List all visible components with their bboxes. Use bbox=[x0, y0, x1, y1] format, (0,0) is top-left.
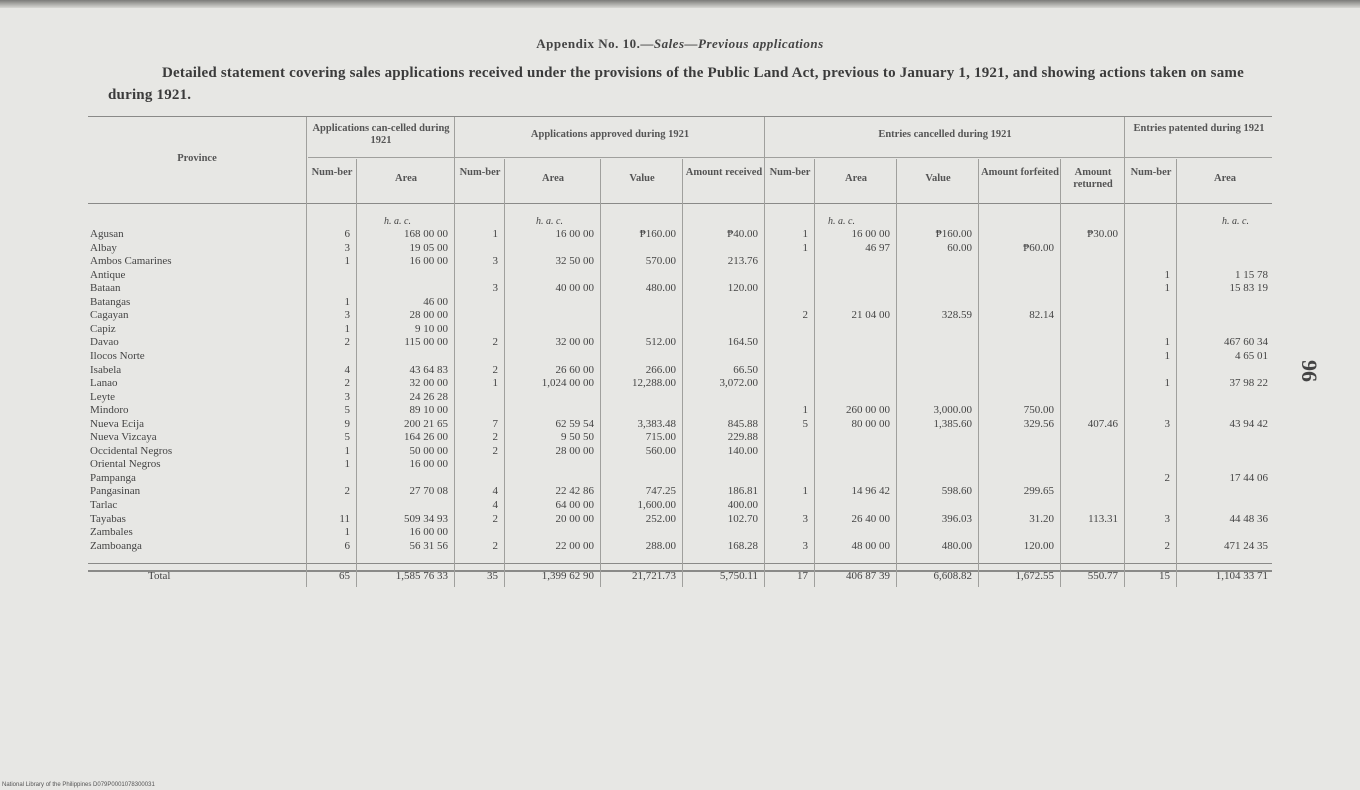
cell-a-recv: 400.00 bbox=[727, 499, 758, 511]
province-name: Isabela bbox=[90, 363, 122, 376]
cell-a-area: 62 59 54 bbox=[555, 417, 594, 430]
cell-c-area: 50 00 00 bbox=[409, 444, 448, 457]
cell-e-num: 3 bbox=[802, 512, 808, 525]
cell-c-num: 9 bbox=[344, 417, 350, 430]
page-number: 96 bbox=[1297, 360, 1322, 382]
table-row bbox=[88, 309, 1272, 322]
table-row bbox=[88, 228, 1272, 241]
header-e-area: Area bbox=[845, 173, 867, 184]
header-group-approved: Applications approved during 1921 bbox=[530, 129, 690, 140]
cell-a-area: 26 60 00 bbox=[555, 363, 594, 376]
cell-c-num: 2 bbox=[344, 377, 350, 390]
table-row bbox=[88, 499, 1272, 512]
cell-e-value: 480.00 bbox=[941, 539, 972, 552]
cell-a-area: 22 00 00 bbox=[555, 539, 594, 552]
province-name: Nueva Ecija bbox=[90, 417, 145, 430]
cell-e-forf: 329.56 bbox=[1023, 417, 1054, 430]
cell-e-num: 1 bbox=[802, 404, 808, 417]
header-c-number: Num-ber bbox=[311, 167, 353, 178]
cell-c-area: 24 26 28 bbox=[409, 390, 448, 403]
cell-e-num: 17 bbox=[797, 570, 808, 582]
province-name: Lanao bbox=[90, 377, 118, 390]
cell-a-recv: 168.28 bbox=[727, 539, 758, 552]
cell-c-area: 16 00 00 bbox=[409, 458, 448, 471]
cell-c-area: 16 00 00 bbox=[409, 526, 448, 539]
cell-c-num: 1 bbox=[344, 526, 350, 539]
province-name: Pangasinan bbox=[90, 485, 141, 498]
cell-a-area: 64 00 00 bbox=[555, 499, 594, 511]
province-name: Occidental Negros bbox=[90, 444, 173, 457]
cell-c-area: 56 31 56 bbox=[409, 539, 448, 552]
col-rule bbox=[764, 117, 765, 587]
table-row bbox=[88, 269, 1272, 282]
cell-p-area: 17 44 06 bbox=[1229, 471, 1268, 484]
header-group-cancelled-applications: Applications can-celled during 1921 bbox=[312, 123, 450, 146]
table-row bbox=[88, 336, 1272, 349]
cell-a-num: 1 bbox=[492, 377, 498, 390]
cell-p-area: 37 98 22 bbox=[1229, 377, 1268, 390]
cell-e-forf: 31.20 bbox=[1029, 512, 1054, 525]
cell-a-num: 3 bbox=[492, 282, 498, 295]
cell-a-area: 20 00 00 bbox=[555, 512, 594, 525]
col-rule bbox=[600, 159, 601, 587]
cell-a-recv: 845.88 bbox=[727, 417, 758, 430]
cell-a-value: 560.00 bbox=[645, 444, 676, 457]
cell-c-area: 168 00 00 bbox=[404, 228, 448, 240]
cell-p-area: 1,104 33 71 bbox=[1215, 570, 1268, 582]
page-title bbox=[0, 36, 1360, 52]
cell-c-num: 1 bbox=[344, 255, 350, 268]
table-body bbox=[88, 204, 1272, 570]
cell-c-area: 43 64 83 bbox=[409, 363, 448, 376]
cell-a-value: ₱160.00 bbox=[639, 228, 676, 240]
cell-a-recv: 140.00 bbox=[727, 444, 758, 457]
cell-e-ret: 113.31 bbox=[1088, 512, 1118, 525]
cell-e-area: 406 87 39 bbox=[846, 570, 890, 582]
cell-e-ret: 407.46 bbox=[1087, 417, 1118, 430]
province-name: Tarlac bbox=[90, 499, 118, 511]
cell-a-recv: 186.81 bbox=[727, 485, 758, 498]
cell-c-num: 5 bbox=[344, 404, 350, 417]
table-row bbox=[88, 255, 1272, 268]
cell-a-recv: 3,072.00 bbox=[719, 377, 758, 390]
cell-a-num: 35 bbox=[487, 570, 498, 582]
cell-e-value: 60.00 bbox=[947, 241, 972, 254]
header-a-number: Num-ber bbox=[459, 167, 501, 178]
cell-c-num: 1 bbox=[344, 322, 350, 335]
cell-e-area: 48 00 00 bbox=[851, 539, 890, 552]
cell-c-num: 4 bbox=[344, 363, 350, 376]
col-rule bbox=[978, 159, 979, 587]
province-name: Agusan bbox=[90, 228, 124, 240]
cell-a-num: 7 bbox=[492, 417, 498, 430]
cell-e-value: 3,000.00 bbox=[933, 404, 972, 417]
cell-a-recv: 66.50 bbox=[733, 363, 758, 376]
cell-a-num: 4 bbox=[492, 485, 498, 498]
cell-a-num: 2 bbox=[492, 336, 498, 349]
cell-a-num: 2 bbox=[492, 539, 498, 552]
scan-footer: National Library of the Philippines D079P0001078300031 bbox=[2, 782, 155, 788]
cell-e-area: 21 04 00 bbox=[851, 309, 890, 322]
cell-e-area: 46 97 bbox=[865, 241, 890, 254]
cell-e-forf: 120.00 bbox=[1023, 539, 1054, 552]
table-row bbox=[88, 404, 1272, 417]
table-row bbox=[88, 282, 1272, 295]
header-p-area: Area bbox=[1214, 173, 1236, 184]
cell-a-recv: 213.76 bbox=[727, 255, 758, 268]
total-row bbox=[88, 563, 1272, 588]
cell-e-forf: ₱60.00 bbox=[1023, 241, 1054, 254]
table-row bbox=[88, 296, 1272, 309]
header-p-number: Num-ber bbox=[1130, 167, 1172, 178]
units-c-area: h. a. c. bbox=[384, 216, 411, 227]
table-row bbox=[88, 526, 1272, 539]
cell-c-area: 164 26 00 bbox=[404, 431, 448, 444]
province-name: Antique bbox=[90, 268, 126, 281]
header-e-returned: Amount returned bbox=[1073, 167, 1113, 190]
province-name: Batangas bbox=[90, 295, 131, 308]
cell-p-num: 15 bbox=[1159, 570, 1170, 582]
cell-p-area: 43 94 42 bbox=[1229, 417, 1268, 430]
header-group-entries-patented: Entries patented during 1921 bbox=[1133, 123, 1265, 134]
cell-e-forf: 82.14 bbox=[1029, 309, 1054, 322]
cell-a-num: 2 bbox=[492, 444, 498, 457]
province-name: Pampanga bbox=[90, 471, 136, 484]
cell-c-area: 28 00 00 bbox=[409, 309, 448, 322]
cell-a-recv: 120.00 bbox=[727, 282, 758, 295]
cell-a-value: 288.00 bbox=[645, 539, 676, 552]
cell-e-area: 16 00 00 bbox=[851, 228, 890, 240]
scan-top-edge bbox=[0, 0, 1360, 8]
province-name: Bataan bbox=[90, 282, 121, 295]
title-prefix: Appendix No. 10.— bbox=[536, 36, 654, 51]
province-name: Oriental Negros bbox=[90, 458, 161, 471]
cell-a-value: 1,600.00 bbox=[637, 499, 676, 511]
col-rule bbox=[814, 159, 815, 587]
province-name: Zamboanga bbox=[90, 539, 142, 552]
table-row bbox=[88, 242, 1272, 255]
table-row bbox=[88, 458, 1272, 471]
cell-c-num: 65 bbox=[339, 570, 350, 582]
province-name: Zambales bbox=[90, 526, 133, 539]
cell-e-value: ₱160.00 bbox=[935, 228, 972, 240]
header-a-received: Amount received bbox=[685, 167, 763, 178]
cell-a-area: 28 00 00 bbox=[555, 444, 594, 457]
cell-p-area: 467 60 34 bbox=[1224, 336, 1268, 349]
province-name: Mindoro bbox=[90, 404, 129, 417]
header-province: Province bbox=[177, 153, 217, 164]
province-name: Ilocos Norte bbox=[90, 349, 145, 362]
cell-c-area: 509 34 93 bbox=[404, 512, 448, 525]
cell-c-num: 1 bbox=[344, 444, 350, 457]
cell-c-area: 115 00 00 bbox=[404, 336, 448, 349]
total-cells bbox=[88, 564, 1272, 588]
cell-c-area: 32 00 00 bbox=[409, 377, 448, 390]
table-row bbox=[88, 323, 1272, 336]
province-name: Cagayan bbox=[90, 309, 129, 322]
cell-a-num: 2 bbox=[492, 363, 498, 376]
cell-a-area: 9 50 50 bbox=[561, 431, 594, 444]
cell-c-area: 19 05 00 bbox=[409, 241, 448, 254]
cell-a-area: 16 00 00 bbox=[555, 228, 594, 240]
cell-c-num: 6 bbox=[344, 539, 350, 552]
province-name: Tayabas bbox=[90, 512, 126, 525]
header-c-area: Area bbox=[395, 173, 417, 184]
units-p-area: h. a. c. bbox=[1222, 216, 1249, 227]
cell-c-area: 16 00 00 bbox=[409, 255, 448, 268]
cell-c-num: 1 bbox=[344, 458, 350, 471]
cell-e-area: 14 96 42 bbox=[851, 485, 890, 498]
cell-e-forf: 299.65 bbox=[1023, 485, 1054, 498]
cell-a-value: 715.00 bbox=[645, 431, 676, 444]
table-row bbox=[88, 445, 1272, 458]
cell-e-ret: ₱30.00 bbox=[1087, 228, 1118, 240]
cell-e-num: 2 bbox=[802, 309, 808, 322]
cell-a-num: 2 bbox=[492, 431, 498, 444]
col-rule bbox=[306, 117, 307, 587]
cell-p-area: 1 15 78 bbox=[1235, 268, 1268, 281]
header-e-number: Num-ber bbox=[769, 167, 811, 178]
cell-e-value: 598.60 bbox=[941, 485, 972, 498]
title-italic: Sales—Previous applications bbox=[653, 36, 824, 51]
cell-a-area: 32 50 00 bbox=[555, 255, 594, 268]
province-name: Davao bbox=[90, 336, 119, 349]
col-rule bbox=[1176, 159, 1177, 587]
province-name: Leyte bbox=[90, 390, 116, 403]
province-name: Capiz bbox=[90, 322, 116, 335]
cell-e-ret: 550.77 bbox=[1087, 570, 1118, 582]
table-row bbox=[88, 350, 1272, 363]
cell-a-value: 266.00 bbox=[645, 363, 676, 376]
province-name: Albay bbox=[90, 241, 117, 254]
cell-p-area: 44 48 36 bbox=[1229, 512, 1268, 525]
cell-e-num: 3 bbox=[802, 539, 808, 552]
units-a-area: h. a. c. bbox=[536, 216, 563, 227]
cell-c-num: 3 bbox=[344, 390, 350, 403]
cell-p-area: 15 83 19 bbox=[1229, 282, 1268, 295]
header-e-value: Value bbox=[925, 173, 951, 184]
cell-c-area: 200 21 65 bbox=[404, 417, 448, 430]
cell-p-num: 2 bbox=[1164, 471, 1170, 484]
table-row bbox=[88, 364, 1272, 377]
col-rule bbox=[682, 159, 683, 587]
cell-p-area: 471 24 35 bbox=[1224, 539, 1268, 552]
col-rule bbox=[356, 159, 357, 587]
cell-c-num: 2 bbox=[344, 485, 350, 498]
cell-e-num: 1 bbox=[802, 485, 808, 498]
col-rule bbox=[504, 159, 505, 587]
cell-a-area: 40 00 00 bbox=[555, 282, 594, 295]
cell-c-area: 1,585 76 33 bbox=[395, 570, 448, 582]
col-rule bbox=[1060, 159, 1061, 587]
cell-c-num: 3 bbox=[344, 241, 350, 254]
cell-e-num: 1 bbox=[802, 228, 808, 240]
cell-a-area: 22 42 86 bbox=[555, 485, 594, 498]
province-name: Ambos Camarines bbox=[90, 255, 172, 268]
cell-a-value: 252.00 bbox=[645, 512, 676, 525]
cell-e-value: 6,608.82 bbox=[933, 570, 972, 582]
cell-a-num: 4 bbox=[492, 499, 498, 511]
cell-c-num: 5 bbox=[344, 431, 350, 444]
cell-c-area: 27 70 08 bbox=[409, 485, 448, 498]
cell-c-num: 11 bbox=[339, 512, 350, 525]
cell-a-num: 1 bbox=[492, 228, 498, 240]
cell-a-area: 32 00 00 bbox=[555, 336, 594, 349]
table-row bbox=[88, 431, 1272, 444]
table-row bbox=[88, 485, 1272, 498]
cell-c-num: 6 bbox=[344, 228, 350, 240]
cell-a-recv: 5,750.11 bbox=[719, 570, 758, 582]
cell-p-num: 2 bbox=[1164, 539, 1170, 552]
cell-a-value: 12,288.00 bbox=[632, 377, 676, 390]
cell-a-value: 512.00 bbox=[645, 336, 676, 349]
cell-e-forf: 750.00 bbox=[1023, 404, 1054, 417]
header-divider bbox=[308, 157, 1272, 158]
cell-c-area: 9 10 00 bbox=[415, 322, 448, 335]
cell-p-num: 1 bbox=[1164, 336, 1170, 349]
cell-a-value: 480.00 bbox=[645, 282, 676, 295]
cell-a-recv: 229.88 bbox=[727, 431, 758, 444]
cell-a-num: 2 bbox=[492, 512, 498, 525]
cell-a-recv: ₱40.00 bbox=[727, 228, 758, 240]
cell-a-value: 3,383.48 bbox=[637, 417, 676, 430]
cell-e-value: 328.59 bbox=[941, 309, 972, 322]
table-row bbox=[88, 377, 1272, 390]
cell-p-num: 1 bbox=[1164, 349, 1170, 362]
cell-e-area: 260 00 00 bbox=[846, 404, 890, 417]
province-name: Total bbox=[148, 570, 171, 582]
cell-p-num: 1 bbox=[1164, 268, 1170, 281]
cell-c-num: 1 bbox=[344, 295, 350, 308]
intro-paragraph: Detailed statement covering sales applications received under the provisions of the Public Land Act, previous to January 1, 1921, and showing actions taken on same during 1921. bbox=[108, 65, 1244, 103]
cell-p-area: 4 65 01 bbox=[1235, 349, 1268, 362]
cell-p-num: 3 bbox=[1164, 417, 1170, 430]
cell-a-area: 1,399 62 90 bbox=[541, 570, 594, 582]
col-rule bbox=[1124, 117, 1125, 587]
cell-a-value: 21,721.73 bbox=[632, 570, 676, 582]
cell-p-num: 1 bbox=[1164, 282, 1170, 295]
cell-c-num: 2 bbox=[344, 336, 350, 349]
cell-e-area: 80 00 00 bbox=[851, 417, 890, 430]
header-e-forfeited: Amount forfeited bbox=[981, 167, 1059, 178]
cell-e-value: 396.03 bbox=[941, 512, 972, 525]
cell-a-num: 3 bbox=[492, 255, 498, 268]
cell-a-recv: 102.70 bbox=[727, 512, 758, 525]
cell-a-recv: 164.50 bbox=[727, 336, 758, 349]
table-row bbox=[88, 540, 1272, 553]
header-a-value: Value bbox=[629, 173, 655, 184]
table-row bbox=[88, 418, 1272, 431]
cell-e-area: 26 40 00 bbox=[851, 512, 890, 525]
cell-e-num: 5 bbox=[802, 417, 808, 430]
sales-table bbox=[88, 116, 1272, 582]
cell-e-value: 1,385.60 bbox=[933, 417, 972, 430]
cell-e-num: 1 bbox=[802, 241, 808, 254]
cell-a-value: 570.00 bbox=[645, 255, 676, 268]
col-rule bbox=[454, 117, 455, 587]
cell-p-num: 3 bbox=[1164, 512, 1170, 525]
cell-c-area: 46 00 bbox=[423, 295, 448, 308]
table-row bbox=[88, 472, 1272, 485]
table-row bbox=[88, 391, 1272, 404]
col-rule bbox=[896, 159, 897, 587]
cell-p-num: 1 bbox=[1164, 377, 1170, 390]
table-row bbox=[88, 513, 1272, 526]
cell-a-area: 1,024 00 00 bbox=[541, 377, 594, 390]
cell-a-value: 747.25 bbox=[645, 485, 676, 498]
province-name: Nueva Vizcaya bbox=[90, 431, 157, 444]
cell-e-forf: 1,672.55 bbox=[1015, 570, 1054, 582]
header-group-entries-cancelled: Entries cancelled during 1921 bbox=[878, 129, 1012, 140]
units-e-area: h. a. c. bbox=[828, 216, 855, 227]
table-header bbox=[88, 117, 1272, 204]
cell-c-area: 89 10 00 bbox=[409, 404, 448, 417]
cell-c-num: 3 bbox=[344, 309, 350, 322]
header-a-area: Area bbox=[542, 173, 564, 184]
